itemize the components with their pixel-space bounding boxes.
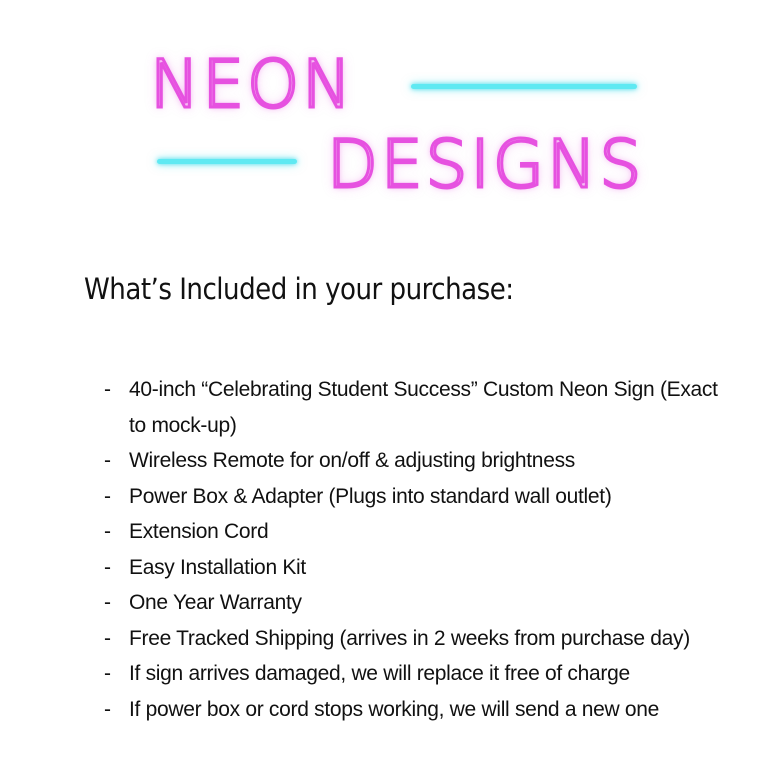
neon-designs-logo: [140, 40, 660, 210]
included-heading: What’s Included in your purchase:: [84, 272, 514, 306]
list-item: [104, 621, 724, 657]
item-text: If sign arrives damaged, we will replace it free of charge: [129, 662, 630, 685]
logo-word-neon: NEON: [150, 46, 355, 123]
bullet-dash: -: [104, 484, 111, 508]
bullet-dash: -: [104, 591, 111, 614]
bullet-dash: -: [104, 520, 111, 543]
bullet-dash: -: [104, 378, 111, 401]
list-item: [104, 372, 724, 443]
item-text: 40-inch “Celebrating Student Success” Custom Neon Sign (Exact to mock-up): [129, 378, 718, 437]
bullet-dash: -: [104, 697, 111, 721]
bullet-dash: -: [104, 449, 111, 472]
logo-word-designs: DESIGNS: [327, 126, 645, 203]
list-item: [104, 692, 724, 728]
item-text: Wireless Remote for on/off & adjusting brightness: [129, 449, 575, 472]
bullet-dash: -: [104, 555, 111, 579]
list-item: [104, 656, 724, 692]
list-item: [104, 514, 724, 550]
list-item: [104, 585, 724, 621]
item-text: Free Tracked Shipping (arrives in 2 weeks from purchase day): [129, 626, 690, 650]
item-text: Extension Cord: [129, 520, 269, 543]
logo-neon-bar-top: [411, 84, 637, 89]
item-text: Easy Installation Kit: [129, 555, 306, 579]
item-text: One Year Warranty: [129, 591, 302, 614]
list-item: [104, 443, 724, 479]
bullet-dash: -: [104, 662, 111, 685]
item-text: If power box or cord stops working, we will send a new one: [129, 697, 660, 721]
included-items-list: [104, 372, 724, 727]
bullet-dash: -: [104, 626, 111, 650]
list-item: [104, 479, 724, 515]
list-item: [104, 550, 724, 586]
item-text: Power Box & Adapter (Plugs into standard wall outlet): [129, 484, 612, 508]
logo-neon-bar-bottom: [157, 159, 297, 164]
